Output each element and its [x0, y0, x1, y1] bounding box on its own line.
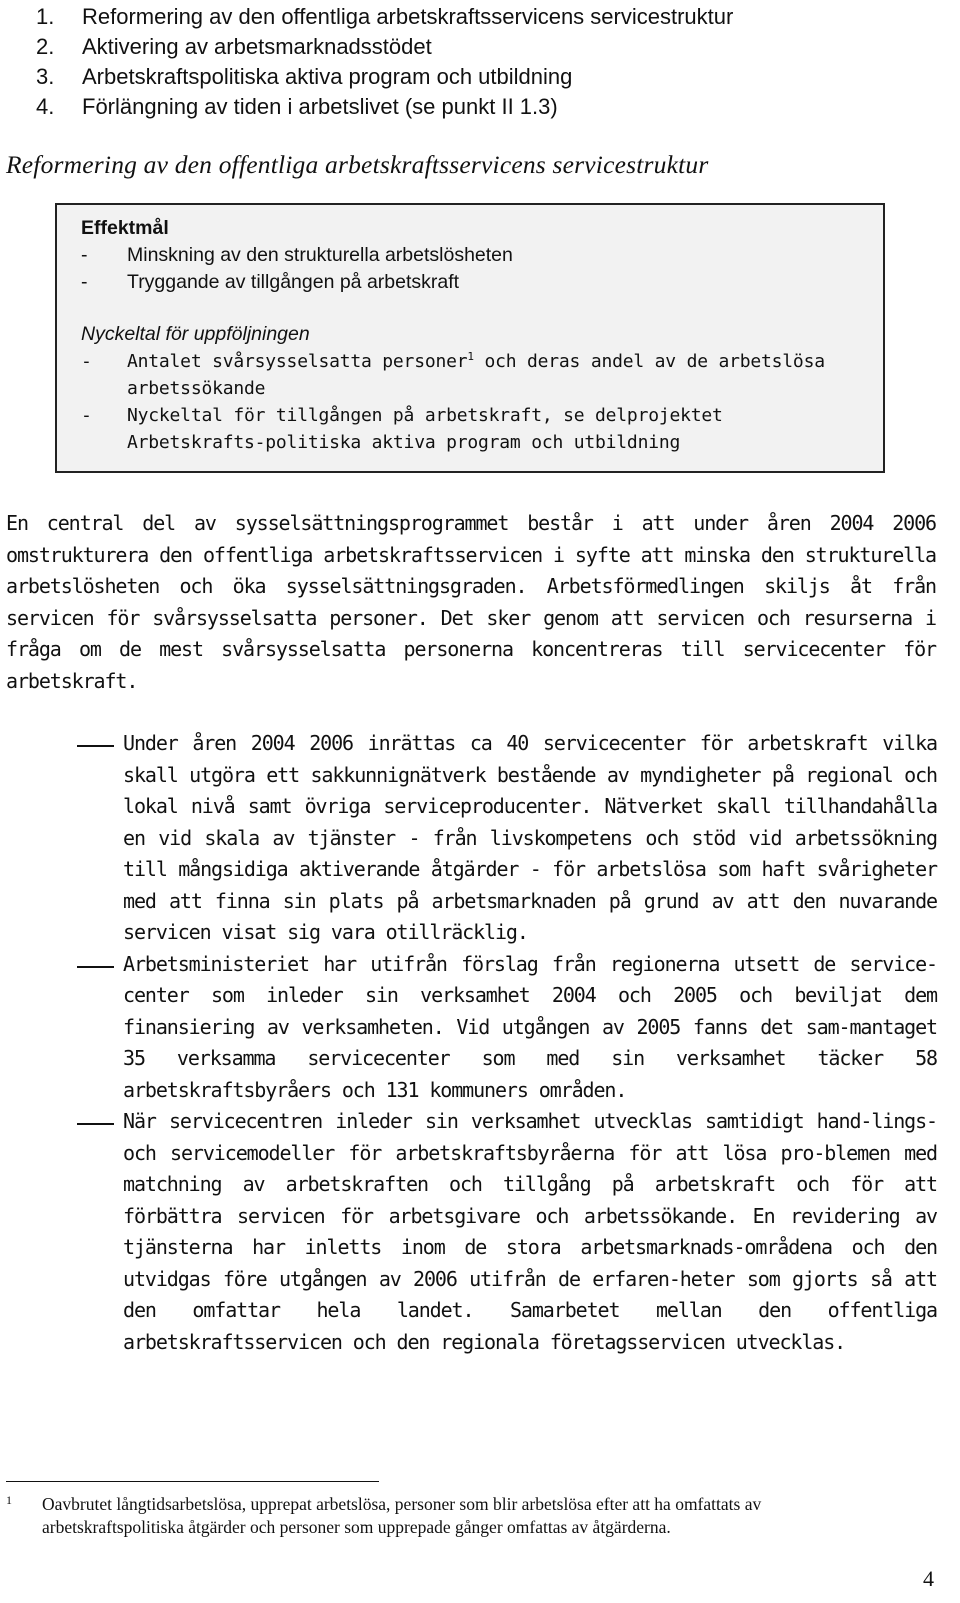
- indicator-item: [81, 348, 859, 402]
- toc-number: 2.: [36, 34, 55, 59]
- toc-text: Reformering av den offentliga arbetskraftsservicens servicestruktur: [82, 4, 734, 29]
- toc-number: 4.: [36, 94, 55, 119]
- section-heading: Reformering av den offentliga arbetskraftsservicens servicestruktur: [6, 150, 709, 179]
- toc-item: [36, 2, 733, 32]
- goal-text: Tryggande av tillgången på arbetskraft: [127, 271, 460, 293]
- indicator-dash: -: [81, 405, 92, 426]
- bullet-text: När servicecentren inleder sin verksamhet utvecklas samtidigt hand-lings- och servicemodeller för arbetskraftsbyråerna för att lösa pro-blemen med matchning av arbetskraften och tillgång på arbetskraft och för att förbättra servicen för arbetsgivare och arbetssökande. En revidering av tjänsterna har inletts inom de stora arbetsmarknads-områdena och den utvidgas före utgången av 2006 utifrån de erfaren-heter som gjorts så att den omfattar hela landet. Samarbetet mellan den offentliga arbetskraftsservicen och den regionala företagsservicen utvecklas.: [123, 1109, 937, 1354]
- footnote-line-1: Oavbrutet långtidsarbetslösa, upprepat arbetslösa, personer som blir arbetslösa efter att ha omfattats av: [42, 1494, 762, 1514]
- bullet-dash: [77, 1106, 123, 1358]
- toc-item: [36, 32, 733, 62]
- goal-dash: -: [81, 271, 88, 293]
- goal-item: [81, 269, 859, 296]
- bullet-item: [77, 1106, 937, 1358]
- toc-number: 3.: [36, 64, 55, 89]
- bullet-text: Arbetsministeriet har utifrån förslag från regionerna utsett de service-center som inleder sin verksamhet 2004 och 2005 och beviljat dem finansiering av verksamheten. Vid utgången av 2005 fanns det sam-mantaget 35 verksamma servicecenter som med sin verksamhet täcker 58 arbetskraftsbyråers och 131 kommuners områden.: [123, 951, 937, 1102]
- bullet-dash: [77, 949, 123, 1107]
- page-number: 4: [923, 1566, 934, 1591]
- indicator-text: [127, 348, 859, 402]
- bullet-list: [77, 728, 937, 1358]
- toc-number: 1.: [36, 4, 55, 29]
- footnote-line-2: arbetskraftspolitiska åtgärder och personer som upprepade gånger omfattas av åtgärderna.: [42, 1517, 671, 1537]
- footnote-mark: 1: [6, 1493, 12, 1507]
- goal-item: [81, 242, 859, 269]
- bullet-text: Under åren 2004 2006 inrättas ca 40 servicecenter för arbetskraft vilka skall utgöra ett sakkunnignätverk bestående av myndigheter på regional och lokal nivå samt övriga serviceproducenter. Nätverket skall tillhandahålla en vid skala av tjänster - från livskompetens och stöd vid arbetssökning till mångsidiga aktiverande åtgärder - för arbetslösa som haft svårigheter med att finna sin plats på arbetsmarknaden på grund av att den nuvarande servicen visat sig vara otillräcklig.: [123, 731, 937, 944]
- bullet-item: [77, 728, 937, 949]
- footnote: [6, 1493, 936, 1539]
- footnote-ref: 1: [467, 350, 474, 363]
- indicator-dash: -: [81, 351, 92, 372]
- indicator-text-a: Antalet svårsysselsatta personer: [127, 351, 468, 372]
- footnote-rule: [6, 1481, 379, 1482]
- indicator-item: [81, 402, 859, 456]
- indicator-text: Nyckeltal för tillgången på arbetskraft, se delprojektet Arbetskrafts-politiska aktiva program och utbildning: [127, 405, 723, 453]
- toc-item: [36, 62, 733, 92]
- toc-list: [36, 2, 733, 122]
- body-paragraph: En central del av sysselsättningsprogrammet består i att under åren 2004 2006 omstrukturera den offentliga arbetskraftsservicen i syfte att minska den strukturella arbetslösheten och öka sysselsättningsgraden. Arbetsförmedlingen skiljs åt från servicen för svårsysselsatta personer. Det sker genom att servicen och resurserna i fråga om de mest svårsysselsatta personerna koncentreras till servicecenter för arbetskraft.: [6, 511, 936, 693]
- bullet-item: [77, 949, 937, 1107]
- bullet-dash: [77, 728, 123, 949]
- indicators-title: Nyckeltal för uppföljningen: [81, 323, 310, 345]
- indicator-text-b: och deras andel av de arbetslösa arbetssökande: [127, 351, 825, 399]
- toc-item: [36, 92, 733, 122]
- goals-title: Effektmål: [81, 217, 169, 239]
- toc-text: Arbetskraftspolitiska aktiva program och utbildning: [82, 64, 573, 89]
- toc-text: Aktivering av arbetsmarknadsstödet: [82, 34, 432, 59]
- toc-text: Förlängning av tiden i arbetslivet (se punkt II 1.3): [82, 94, 558, 119]
- goal-text: Minskning av den strukturella arbetslösheten: [127, 244, 513, 266]
- goals-box: [55, 203, 885, 473]
- goal-dash: -: [81, 244, 88, 266]
